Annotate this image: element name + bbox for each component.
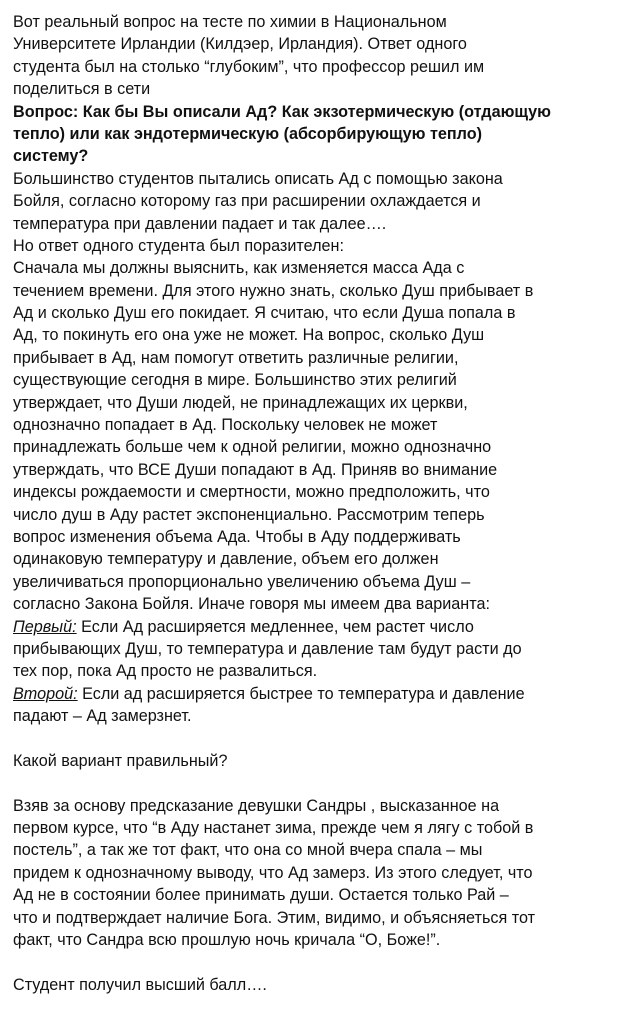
body-line: Сначала мы должны выяснить, как изменяется масса Ада с: [13, 259, 465, 278]
question-line: тепло) или как эндотермическую (абсорбирующую тепло): [13, 124, 483, 143]
body-line: утверждает, что Души людей, не принадлежащих их церкви,: [13, 393, 468, 412]
intro-line: поделиться в сети: [13, 80, 151, 99]
body-line: Ад, то покинуть его она уже не может. На вопрос, сколько Душ: [13, 326, 485, 345]
variant-first-label: Первый:: [13, 617, 77, 636]
body-line: одинаковую температуру и давление, объем его должен: [13, 550, 439, 569]
variant-first-line: тех пор, пока Ад просто не развалиться.: [13, 662, 318, 681]
intro-line: Вот реальный вопрос на тесте по химии в Национальном: [13, 13, 447, 31]
variant-second: [13, 683, 633, 728]
question-line: систему?: [13, 147, 89, 166]
conclusion-paragraph: [13, 795, 633, 952]
variant-second-line: падают – Ад замерзнет.: [13, 707, 192, 726]
body-line: вопрос изменения объема Ада. Чтобы в Аду поддерживать: [13, 527, 461, 546]
body-line: Ад и сколько Душ его покидает. Я считаю, что если Душа попала в: [13, 304, 516, 323]
body-line: существующие сегодня в мире. Большинство этих религий: [13, 371, 457, 390]
spacer: [13, 728, 633, 750]
conclusion-line: придем к однозначному выводу, что Ад замерз. Из этого следует, что: [13, 863, 533, 882]
spacer: [13, 951, 633, 973]
variant-second-label: Второй:: [13, 684, 78, 703]
variant-first-line: прибывающих Душ, то температура и давление там будут расти до: [13, 639, 522, 658]
body-line: принадлежать больше чем к одной религии, можно однозначно: [13, 438, 492, 457]
body-line: Большинство студентов пытались описать Ад с помощью закона: [13, 169, 503, 188]
conclusion-line: первом курсе, что “в Аду настанет зима, прежде чем я лягу с тобой в: [13, 819, 534, 838]
body-line: прибывает в Ад, нам помогут ответить различные религии,: [13, 348, 459, 367]
which-variant-question: Какой вариант правильный?: [13, 751, 228, 770]
body-line: температура при давлении падает и так далее….: [13, 214, 387, 233]
variant-second-line: [13, 683, 633, 705]
body-line: однозначно попадает в Ад. Поскольку человек не может: [13, 416, 438, 435]
question-paragraph: [13, 101, 633, 168]
conclusion-line: Ад не в состоянии более принимать души. Остается только Рай –: [13, 886, 509, 905]
conclusion-line: что и подтверждает наличие Бога. Этим, видимо, и объясняеться тот: [13, 908, 536, 927]
variant-second-text: Если ад расширяется быстрее то температура и давление: [77, 684, 525, 703]
body-line: Бойля, согласно которому газ при расширении охлаждается и: [13, 192, 481, 211]
body-line: утверждать, что ВСЕ Души попадают в Ад. Приняв во внимание: [13, 460, 498, 479]
conclusion-line: Взяв за основу предсказание девушки Сандры , высказанное на: [13, 796, 500, 815]
document: [13, 11, 633, 996]
intro-paragraph: [13, 11, 633, 101]
body-paragraph: [13, 168, 633, 616]
question-line: Вопрос: Как бы Вы описали Ад? Как экзотермическую (отдающую: [13, 102, 551, 121]
body-line: индексы рождаемости и смертности, можно предположить, что: [13, 483, 490, 502]
variant-first: [13, 616, 633, 683]
variant-first-text: Если Ад расширяется медленнее, чем растет число: [76, 617, 474, 636]
conclusion-line: факт, что Сандра всю прошлую ночь кричала “О, Боже!”.: [13, 931, 441, 950]
conclusion-line: постель”, а так же тот факт, что она со мной вчера спала – мы: [13, 841, 483, 860]
body-line: число душ в Аду растет экспоненциально. Рассмотрим теперь: [13, 505, 485, 524]
body-line: течением времени. Для этого нужно знать, сколько Душ прибывает в: [13, 281, 534, 300]
spacer: [13, 772, 633, 794]
body-line: Но ответ одного студента был поразителен:: [13, 236, 344, 255]
footer-line: Студент получил высший балл….: [13, 975, 267, 994]
body-line: увеличиваться пропорционально увеличению объема Душ –: [13, 572, 471, 591]
intro-line: Университете Ирландии (Килдэер, Ирландия). Ответ одного: [13, 35, 467, 54]
body-line: согласно Закона Бойля. Иначе говоря мы имеем два варианта:: [13, 595, 490, 614]
intro-line: студента был на столько “глубоким”, что профессор решил им: [13, 57, 485, 76]
variant-first-line: [13, 616, 633, 638]
